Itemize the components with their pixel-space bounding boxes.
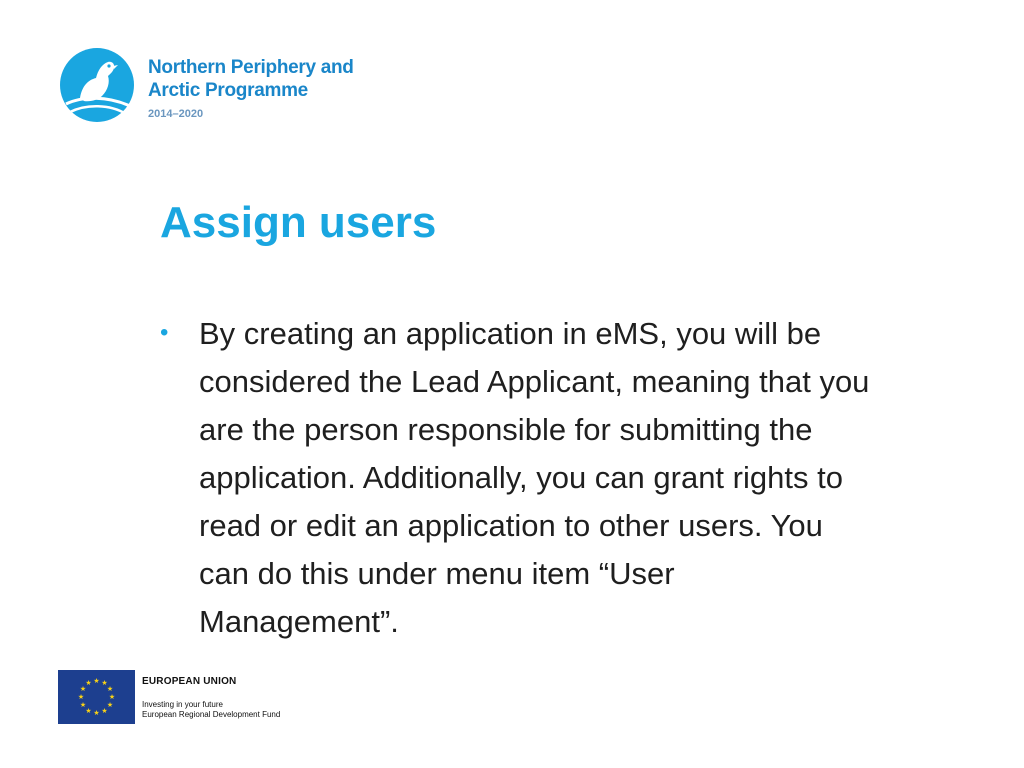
bullet-icon: • xyxy=(160,319,169,346)
svg-text:★: ★ xyxy=(93,677,100,685)
svg-text:★: ★ xyxy=(106,685,114,693)
svg-text:★: ★ xyxy=(79,701,87,709)
bullet-text: By creating an application in eMS, you will be considered the Lead Applicant, meaning that you are the person responsible for submitting the application. Additionally, you can grant rights to read or edit an application to other users. You can do this under menu item “User Management”. xyxy=(199,316,870,639)
npa-wordmark xyxy=(148,56,354,122)
svg-text:★: ★ xyxy=(85,679,92,687)
svg-text:★: ★ xyxy=(77,693,85,701)
slide-title: Assign users xyxy=(160,198,437,247)
npa-years: 2014–2020 xyxy=(148,108,204,120)
eu-title: EUROPEAN UNION xyxy=(142,676,237,687)
svg-text:★: ★ xyxy=(85,707,92,715)
eu-subtitle-line2: European Regional Development Fund xyxy=(142,710,281,719)
svg-text:★: ★ xyxy=(108,693,116,701)
svg-text:★: ★ xyxy=(106,701,114,709)
svg-text:★: ★ xyxy=(101,679,108,687)
svg-text:★: ★ xyxy=(101,707,108,715)
svg-text:★: ★ xyxy=(93,709,100,717)
dove-logo-icon xyxy=(58,46,136,124)
eu-subtitle xyxy=(142,700,280,720)
eu-subtitle-line1: Investing in your future xyxy=(142,700,223,709)
svg-text:★: ★ xyxy=(79,685,87,693)
npa-name-line2: Arctic Programme xyxy=(148,80,308,101)
npa-logo xyxy=(58,46,388,126)
eu-flag-icon xyxy=(58,670,135,724)
npa-name-line1: Northern Periphery and xyxy=(148,57,354,78)
eu-logo xyxy=(58,670,318,726)
